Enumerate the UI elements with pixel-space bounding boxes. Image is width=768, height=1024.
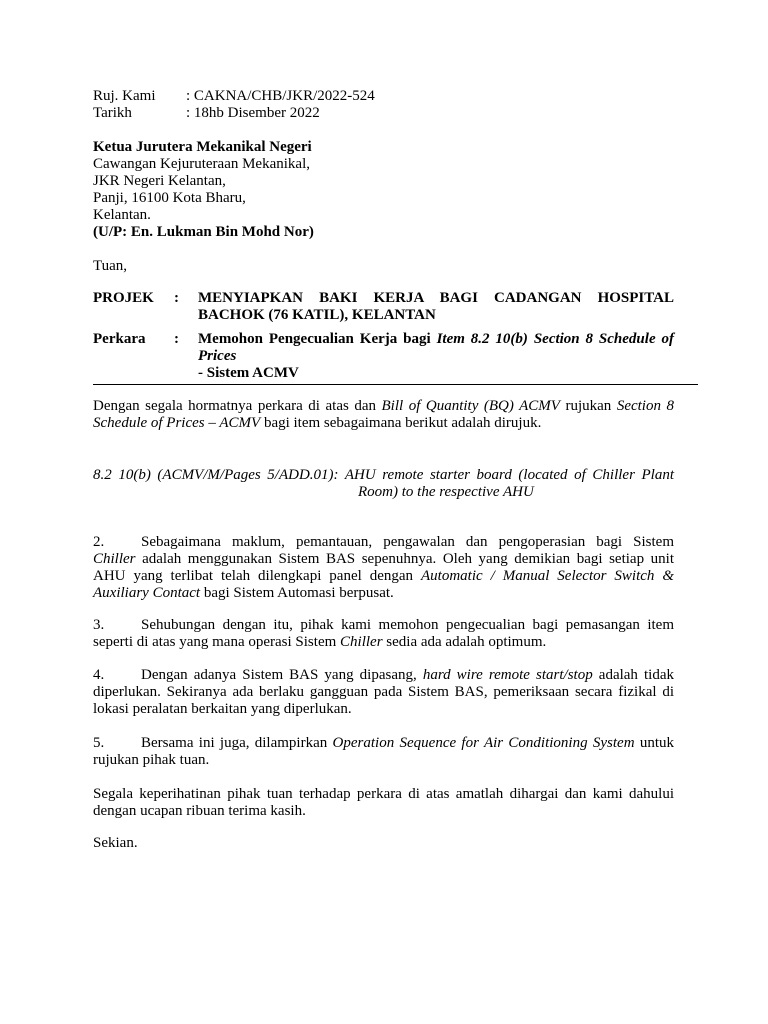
projek-title-line: BACHOK (76 KATIL), KELANTAN xyxy=(198,307,436,323)
recipient-line: Cawangan Kejuruteraan Mekanikal, xyxy=(93,156,310,172)
text-span: untuk xyxy=(634,735,674,751)
paragraph-line xyxy=(93,534,674,551)
paragraph-2 xyxy=(93,534,674,602)
paragraph-line xyxy=(93,735,674,752)
paragraph-number: 3. xyxy=(93,617,105,633)
projek-label: PROJEK xyxy=(93,290,154,306)
text-span: AHU yang terlibat telah dilengkapi panel dengan xyxy=(93,568,421,584)
text-span: Chiller xyxy=(93,551,136,567)
text-span: Bersama ini juga, dilampirkan xyxy=(141,735,333,751)
text-span: Operation Sequence for Air Conditioning System xyxy=(332,735,635,751)
date-label: Tarikh xyxy=(93,105,132,121)
text-span: Chiller xyxy=(340,634,383,650)
text-span: adalah menggunakan Sistem BAS sepenuhnya. Oleh yang demikian bagi setiap unit xyxy=(135,551,674,567)
paragraph-line xyxy=(93,551,674,568)
item-line: Room) to the respective AHU xyxy=(358,484,534,500)
recipient-attention: (U/P: En. Lukman Bin Mohd Nor) xyxy=(93,224,314,240)
paragraph-line: lokasi peralatan berkaitan yang diperlukan. xyxy=(93,701,352,717)
text-span: Automatic / Manual Selector Switch & xyxy=(421,568,675,584)
perkara-colon: : xyxy=(174,331,179,347)
perkara-text: Memohon Pengecualian Kerja bagi xyxy=(198,331,437,347)
perkara-label: Perkara xyxy=(93,331,146,347)
text-span: Sebagaimana maklum, pemantauan, pengawalan dan pengoperasian bagi Sistem xyxy=(141,534,674,550)
perkara-title-line: Prices xyxy=(198,348,237,364)
paragraph-line xyxy=(93,634,674,651)
perkara-title xyxy=(198,331,674,382)
paragraph-4 xyxy=(93,667,674,718)
paragraph-line: diperlukan. Sekiranya ada berlaku gangguan pada Sistem BAS, pemeriksaan secara fizikal di xyxy=(93,684,674,700)
text-span: Auxiliary Contact xyxy=(93,585,201,601)
closing-paragraph xyxy=(93,786,674,820)
item-line: 8.2 10(b) (ACMV/M/Pages 5/ADD.01): AHU remote starter board (located of Chiller Plant xyxy=(93,467,674,483)
signoff: Sekian. xyxy=(93,835,138,851)
paragraph-number: 2. xyxy=(93,534,105,550)
intro-paragraph xyxy=(93,398,674,432)
paragraph-5 xyxy=(93,735,674,769)
perkara-title-line xyxy=(198,331,674,348)
paragraph-line: rujukan pihak tuan. xyxy=(93,752,210,768)
projek-colon: : xyxy=(174,290,179,306)
paragraph-number: 5. xyxy=(93,735,105,751)
text-span: Section 8 xyxy=(616,398,674,414)
reference-label: Ruj. Kami xyxy=(93,88,156,104)
text-span: Sehubungan dengan itu, pihak kami memohon pengecualian bagi pemasangan item xyxy=(141,617,674,633)
paragraph-line: Segala keperihatinan pihak tuan terhadap perkara di atas amatlah dihargai dan kami dahului xyxy=(93,786,674,802)
text-span: adalah tidak xyxy=(592,667,674,683)
item-reference xyxy=(93,467,674,501)
text-span: seperti di atas yang mana operasi Sistem xyxy=(93,634,341,650)
paragraph-3 xyxy=(93,617,674,651)
text-span: bagi Sistem Automasi berpusat. xyxy=(200,585,394,601)
text-span: Schedule of Prices – ACMV xyxy=(93,415,261,431)
paragraph-line xyxy=(93,667,674,684)
recipient-line: JKR Negeri Kelantan, xyxy=(93,173,226,189)
perkara-item-ref: Item 8.2 10(b) Section 8 Schedule of xyxy=(436,331,674,347)
date-value: : 18hb Disember 2022 xyxy=(186,105,320,121)
recipient-line: Panji, 16100 Kota Bharu, xyxy=(93,190,246,206)
paragraph-line: dengan ucapan ribuan terima kasih. xyxy=(93,803,306,819)
text-span: Dengan adanya Sistem BAS yang dipasang, xyxy=(141,667,423,683)
paragraph-line xyxy=(93,415,674,432)
paragraph-line xyxy=(93,617,674,634)
text-span: rujukan xyxy=(559,398,617,414)
paragraph-number: 4. xyxy=(93,667,105,683)
paragraph-line xyxy=(93,568,674,585)
reference-number: : CAKNA/CHB/JKR/2022-524 xyxy=(186,88,375,104)
paragraph-line xyxy=(93,585,674,602)
text-span: Dengan segala hormatnya perkara di atas dan xyxy=(93,398,382,414)
text-span: bagi item sebagaimana berikut adalah dirujuk. xyxy=(260,415,542,431)
salutation: Tuan, xyxy=(93,258,128,274)
paragraph-line xyxy=(93,398,674,415)
subject-divider xyxy=(93,384,698,385)
projek-title xyxy=(198,290,674,324)
projek-title-line: MENYIAPKAN BAKI KERJA BAGI CADANGAN HOSPITAL xyxy=(198,290,674,306)
recipient-line: Kelantan. xyxy=(93,207,151,223)
recipient-title: Ketua Jurutera Mekanikal Negeri xyxy=(93,139,312,155)
recipient-address xyxy=(93,139,693,241)
text-span: hard wire remote start/stop xyxy=(422,667,593,683)
perkara-system: - Sistem ACMV xyxy=(198,365,299,381)
text-span: Bill of Quantity (BQ) ACMV xyxy=(381,398,560,414)
text-span: sedia ada adalah optimum. xyxy=(382,634,547,650)
